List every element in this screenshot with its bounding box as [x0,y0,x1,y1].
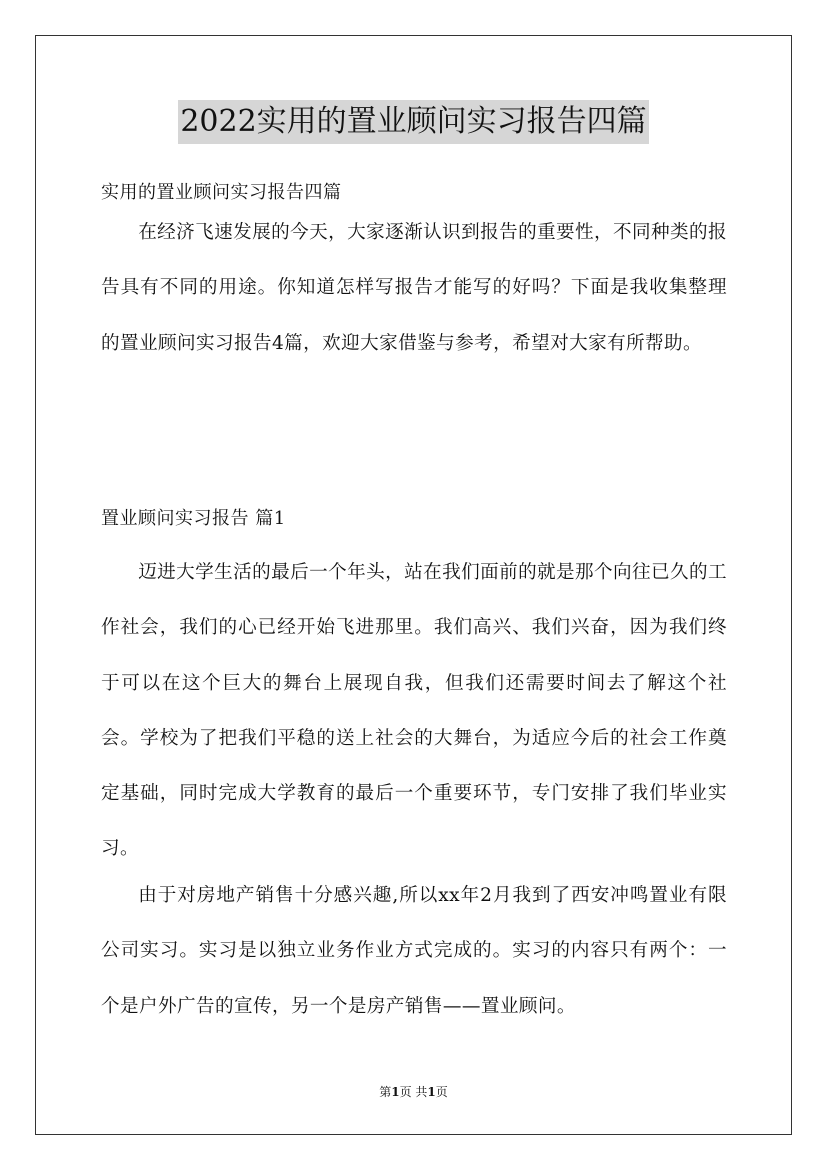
document-title-text: 2022实用的置业顾问实习报告四篇 [178,100,648,144]
section-heading: 置业顾问实习报告 篇1 [101,508,286,529]
body-paragraph-1: 迈进大学生活的最后一个年头，站在我们面前的就是那个向往已久的工作社会，我们的心已经开始飞进那里。我们高兴、我们兴奋，因为我们终于可以在这个巨大的舞台上展现自我，但我们还需要时间去了解这个社会。学校为了把我们平稳的送上社会的大舞台，为适应今后的社会工作奠定基础，同时完成大学教育的最后一个重要环节，专门安排了我们毕业实习。 [101,562,727,860]
body-paragraph-2: 由于对房地产销售十分感兴趣,所以xx年2月我到了西安冲鸣置业有限公司实习。实习是以独立业务作业方式完成的。实习的内容只有两个：一个是户外广告的宣传，另一个是房产销售——置业顾问。 [101,885,727,1017]
document-subtitle: 实用的置业顾问实习报告四篇 [101,182,342,203]
footer-suffix: 页 [435,1085,448,1099]
footer-page-number: 1 [391,1085,400,1099]
footer-total-pages: 1 [427,1085,436,1099]
footer-prefix: 第 [379,1085,392,1099]
page-footer [0,1083,827,1101]
intro-paragraph: 在经济飞速发展的今天，大家逐渐认识到报告的重要性，不同种类的报告具有不同的用途。你知道怎样写报告才能写的好吗？下面是我收集整理的置业顾问实习报告4篇，欢迎大家借鉴与参考，希望对大家有所帮助。 [101,222,727,354]
document-title [0,100,827,148]
footer-middle: 页 共 [399,1085,428,1099]
